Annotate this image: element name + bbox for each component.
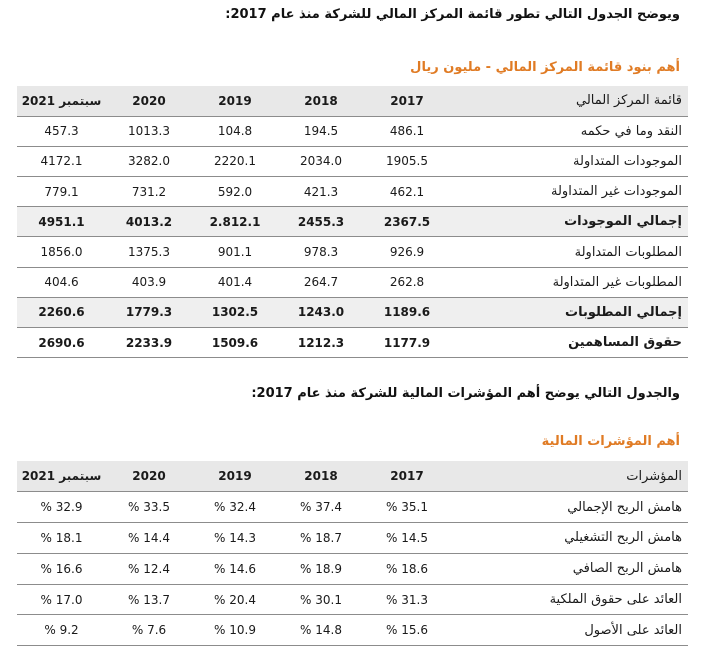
table-header-row xyxy=(17,86,688,116)
cell-2017: 262.8 xyxy=(364,267,450,297)
table-row xyxy=(17,492,688,523)
column-header-2019: 2019 xyxy=(192,461,278,492)
table-row xyxy=(17,297,688,327)
cell-sep-2021: 779.1 xyxy=(17,177,106,207)
cell-2020: 12.4 % xyxy=(106,553,192,584)
cell-2019: 20.4 % xyxy=(192,584,278,615)
table-header-row xyxy=(17,461,688,492)
cell-2019: 32.4 % xyxy=(192,492,278,523)
cell-sep-2021: 404.6 xyxy=(17,267,106,297)
cell-2017: 14.5 % xyxy=(364,523,450,554)
cell-2019: 2.812.1 xyxy=(192,207,278,237)
cell-2020: 33.5 % xyxy=(106,492,192,523)
column-header-2020: 2020 xyxy=(106,86,192,116)
column-header-2020: 2020 xyxy=(106,461,192,492)
cell-2019: 401.4 xyxy=(192,267,278,297)
cell-2020: 1779.3 xyxy=(106,297,192,327)
cell-2018: 1212.3 xyxy=(278,328,364,358)
table-row xyxy=(17,146,688,176)
cell-2018: 2034.0 xyxy=(278,146,364,176)
cell-sep-2021: 9.2 % xyxy=(17,615,106,646)
cell-2020: 3282.0 xyxy=(106,146,192,176)
cell-sep-2021: 2260.6 xyxy=(17,297,106,327)
row-label: المطلوبات المتداولة xyxy=(450,237,688,267)
cell-2018: 37.4 % xyxy=(278,492,364,523)
table-row xyxy=(17,328,688,358)
cell-2017: 1905.5 xyxy=(364,146,450,176)
cell-2017: 462.1 xyxy=(364,177,450,207)
table2-title: أهم المؤشرات المالية xyxy=(541,434,680,449)
cell-2018: 1243.0 xyxy=(278,297,364,327)
cell-2020: 731.2 xyxy=(106,177,192,207)
cell-2017: 18.6 % xyxy=(364,553,450,584)
cell-sep-2021: 32.9 % xyxy=(17,492,106,523)
row-label: هامش الربح الإجمالي xyxy=(450,492,688,523)
column-header-2018: 2018 xyxy=(278,461,364,492)
cell-2018: 18.9 % xyxy=(278,553,364,584)
cell-2020: 13.7 % xyxy=(106,584,192,615)
cell-2020: 403.9 xyxy=(106,267,192,297)
column-header-2019: 2019 xyxy=(192,86,278,116)
cell-2019: 2220.1 xyxy=(192,146,278,176)
cell-2018: 30.1 % xyxy=(278,584,364,615)
cell-sep-2021: 4172.1 xyxy=(17,146,106,176)
row-label: هامش الربح الصافي xyxy=(450,553,688,584)
cell-2018: 978.3 xyxy=(278,237,364,267)
cell-2017: 926.9 xyxy=(364,237,450,267)
row-label: النقد وما في حكمه xyxy=(450,116,688,146)
table-row xyxy=(17,237,688,267)
cell-sep-2021: 18.1 % xyxy=(17,523,106,554)
cell-2017: 1189.6 xyxy=(364,297,450,327)
cell-2017: 15.6 % xyxy=(364,615,450,646)
cell-2017: 1177.9 xyxy=(364,328,450,358)
cell-2018: 264.7 xyxy=(278,267,364,297)
table-row xyxy=(17,116,688,146)
cell-2019: 592.0 xyxy=(192,177,278,207)
row-label: الموجودات المتداولة xyxy=(450,146,688,176)
row-label: هامش الربح التشغيلي xyxy=(450,523,688,554)
cell-2017: 2367.5 xyxy=(364,207,450,237)
cell-2018: 18.7 % xyxy=(278,523,364,554)
row-label: المطلوبات غير المتداولة xyxy=(450,267,688,297)
cell-2019: 901.1 xyxy=(192,237,278,267)
column-header-2017: 2017 xyxy=(364,461,450,492)
cell-2020: 4013.2 xyxy=(106,207,192,237)
cell-2020: 7.6 % xyxy=(106,615,192,646)
cell-2019: 1509.6 xyxy=(192,328,278,358)
row-label: العائد على حقوق الملكية xyxy=(450,584,688,615)
cell-2018: 2455.3 xyxy=(278,207,364,237)
table-row xyxy=(17,177,688,207)
cell-2017: 486.1 xyxy=(364,116,450,146)
cell-2018: 421.3 xyxy=(278,177,364,207)
row-label: الموجودات غير المتداولة xyxy=(450,177,688,207)
financial-indicators-table xyxy=(17,461,688,646)
column-header-2018: 2018 xyxy=(278,86,364,116)
table-row xyxy=(17,523,688,554)
table-row xyxy=(17,207,688,237)
cell-2019: 14.3 % xyxy=(192,523,278,554)
cell-2019: 1302.5 xyxy=(192,297,278,327)
row-label: حقوق المساهمين xyxy=(450,328,688,358)
cell-2017: 35.1 % xyxy=(364,492,450,523)
column-header-sep-2021: سبتمبر 2021 xyxy=(17,461,106,492)
cell-2019: 104.8 xyxy=(192,116,278,146)
row-label: إجمالي الموجودات xyxy=(450,207,688,237)
cell-2018: 194.5 xyxy=(278,116,364,146)
middle-text: والجدول التالي يوضح أهم المؤشرات المالية للشركة منذ عام 2017: xyxy=(251,386,680,401)
intro-text: ويوضح الجدول التالي تطور قائمة المركز المالي للشركة منذ عام 2017: xyxy=(225,7,680,22)
cell-sep-2021: 17.0 % xyxy=(17,584,106,615)
cell-sep-2021: 457.3 xyxy=(17,116,106,146)
table-row xyxy=(17,553,688,584)
cell-2019: 10.9 % xyxy=(192,615,278,646)
cell-2020: 2233.9 xyxy=(106,328,192,358)
cell-2018: 14.8 % xyxy=(278,615,364,646)
cell-sep-2021: 16.6 % xyxy=(17,553,106,584)
row-label: العائد على الأصول xyxy=(450,615,688,646)
table-row xyxy=(17,584,688,615)
column-header-label: قائمة المركز المالي xyxy=(450,86,688,116)
cell-2020: 1375.3 xyxy=(106,237,192,267)
financial-position-table xyxy=(17,86,688,358)
column-header-sep-2021: سبتمبر 2021 xyxy=(17,86,106,116)
table1-title: أهم بنود قائمة المركز المالي - مليون ريال xyxy=(410,60,680,75)
table-row xyxy=(17,615,688,646)
cell-2020: 14.4 % xyxy=(106,523,192,554)
cell-sep-2021: 2690.6 xyxy=(17,328,106,358)
cell-sep-2021: 1856.0 xyxy=(17,237,106,267)
column-header-label: المؤشرات xyxy=(450,461,688,492)
cell-2017: 31.3 % xyxy=(364,584,450,615)
cell-sep-2021: 4951.1 xyxy=(17,207,106,237)
cell-2020: 1013.3 xyxy=(106,116,192,146)
column-header-2017: 2017 xyxy=(364,86,450,116)
row-label: إجمالي المطلوبات xyxy=(450,297,688,327)
cell-2019: 14.6 % xyxy=(192,553,278,584)
table-row xyxy=(17,267,688,297)
